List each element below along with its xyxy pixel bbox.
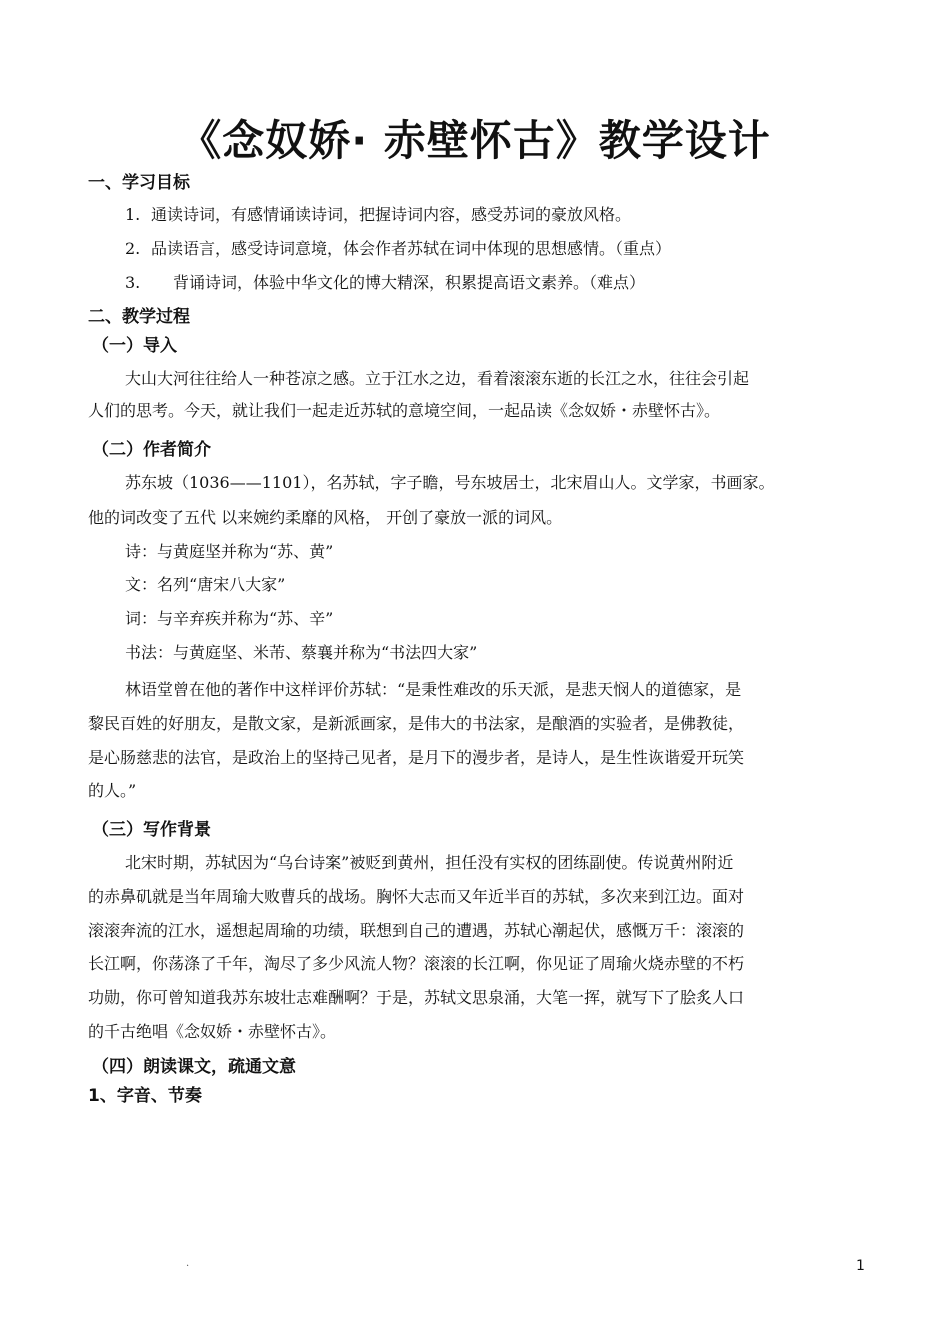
author-item-ci: 词：与辛弃疾并称为“苏、辛” bbox=[125, 609, 334, 628]
author-item-poetry: 诗：与黄庭坚并称为“苏、黄” bbox=[125, 542, 334, 561]
document-title: 《念奴娇· 赤壁怀古》教学设计 bbox=[179, 116, 771, 165]
background-heading: （三）写作背景 bbox=[92, 820, 211, 840]
reading-heading: （四）朗读课文，疏通文意 bbox=[92, 1057, 296, 1077]
lin-line-4: 的人。” bbox=[88, 781, 137, 800]
background-line-3: 滚滚奔流的江水，遥想起周瑜的功绩，联想到自己的遭遇，苏轼心潮起伏，感慨万千：滚滚的 bbox=[88, 921, 745, 940]
lin-line-3: 是心肠慈悲的法官，是政治上的坚持己见者，是月下的漫步者，是诗人，是生性诙谐爱开玩笑 bbox=[88, 748, 745, 767]
intro-line-2: 人们的思考。今天，就让我们一起走近苏轼的意境空间，一起品读《念奴娇・赤壁怀古》。 bbox=[88, 401, 721, 420]
pronunciation-heading: 1、字音、节奏 bbox=[88, 1086, 202, 1106]
background-line-5: 功勋，你可曾知道我苏东坡壮志难酬啊？于是，苏轼文思泉涌，大笔一挥，就写下了脍炙人口 bbox=[88, 988, 745, 1007]
author-item-calligraphy: 书法：与黄庭坚、米芾、蔡襄并称为“书法四大家” bbox=[125, 643, 478, 662]
process-heading: 二、教学过程 bbox=[88, 307, 190, 327]
footer-mark: . bbox=[186, 1258, 190, 1269]
author-heading: （二）作者简介 bbox=[92, 440, 211, 460]
lin-line-2: 黎民百姓的好朋友，是散文家，是新派画家，是伟大的书法家，是酿酒的实验者，是佛教徒， bbox=[88, 714, 745, 733]
goal-item-2: 2. 品读语言，感受诗词意境，体会作者苏轼在词中体现的思想感情。（重点） bbox=[125, 239, 672, 258]
lin-line-1: 林语堂曾在他的著作中这样评价苏轼：“是秉性难改的乐天派，是悲天悯人的道德家，是 bbox=[125, 680, 742, 699]
page-number: 1 bbox=[856, 1258, 865, 1274]
goals-heading: 一、学习目标 bbox=[88, 173, 190, 193]
author-line-1: 苏东坡（1036——1101），名苏轼，字子瞻，号东坡居士，北宋眉山人。文学家，书画家。 bbox=[125, 473, 775, 492]
background-line-6: 的千古绝唱《念奴娇・赤壁怀古》。 bbox=[88, 1022, 337, 1041]
goal-item-1: 1. 通读诗词，有感情诵读诗词，把握诗词内容，感受苏词的豪放风格。 bbox=[125, 205, 632, 224]
intro-line-1: 大山大河往往给人一种苍凉之感。立于江水之边，看着滚滚东逝的长江之水，往往会引起 bbox=[125, 369, 750, 388]
background-line-1: 北宋时期，苏轼因为“乌台诗案”被贬到黄州，担任没有实权的团练副使。传说黄州附近 bbox=[125, 853, 734, 872]
author-item-prose: 文：名列“唐宋八大家” bbox=[125, 575, 286, 594]
goal-item-3: 3. 背诵诗词，体验中华文化的博大精深，积累提高语文素养。（难点） bbox=[125, 273, 646, 292]
author-line-2: 他的词改变了五代 以来婉约柔靡的风格， 开创了豪放一派的词风。 bbox=[88, 508, 563, 527]
background-line-4: 长江啊，你荡涤了千年，淘尽了多少风流人物？滚滚的长江啊，你见证了周瑜火烧赤壁的不朽 bbox=[88, 954, 745, 973]
background-line-2: 的赤鼻矶就是当年周瑜大败曹兵的战场。胸怀大志而又年近半百的苏轼，多次来到江边。面对 bbox=[88, 887, 745, 906]
intro-heading: （一）导入 bbox=[92, 336, 177, 356]
